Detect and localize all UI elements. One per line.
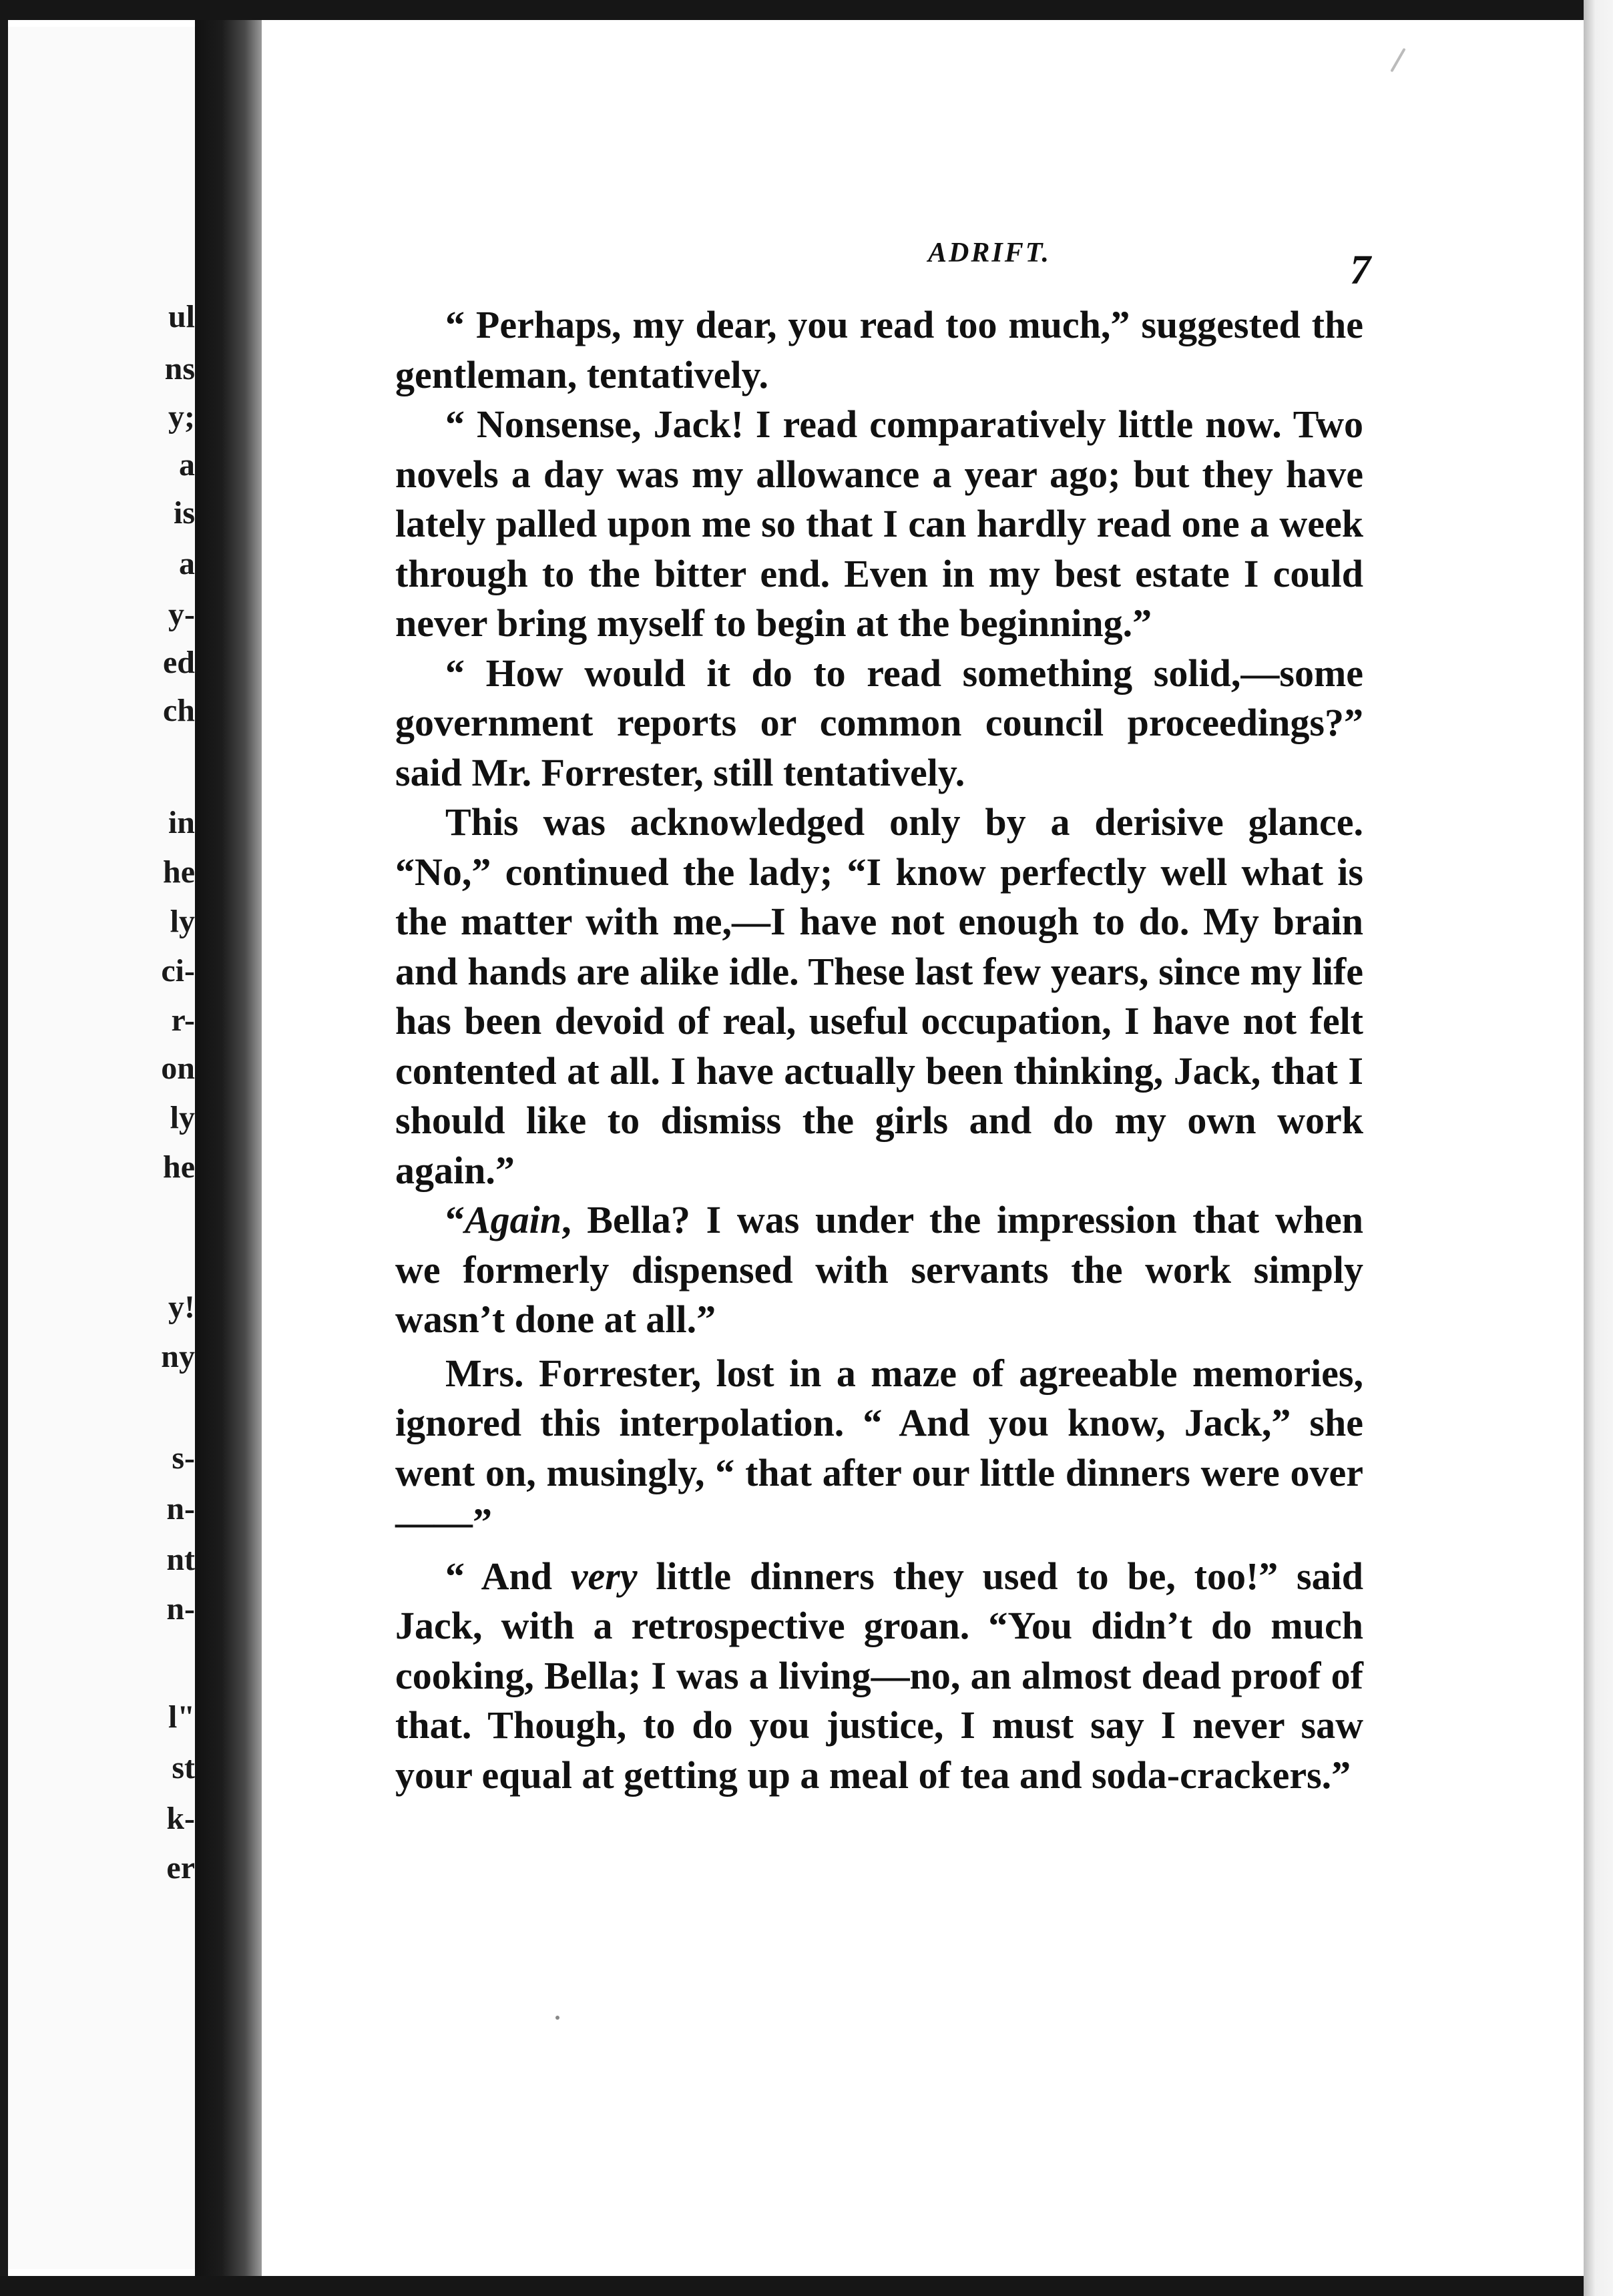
facing-page-fragment: ly [170,904,195,939]
facing-page-fragment: ly [170,1100,195,1135]
italic-word: very [570,1554,638,1598]
book-spine-shadow [195,0,262,2296]
paragraph-text: “ And [445,1554,571,1598]
facing-page-fragment: on [161,1051,195,1086]
facing-page-fragment: ns [164,351,195,386]
paragraph-text: , Bella? I was under the impression that when we formerly dispensed with servants the work simply wasn’t done at all.” [395,1198,1363,1341]
facing-page-fragment: k- [166,1801,195,1836]
scan-frame-top [0,0,1613,20]
facing-page-fragment: n- [166,1491,195,1526]
paragraph: Mrs. Forrester, lost in a maze of agreeable memories, ignored this interpolation. “ And you know, Jack,” she went on, musingly, “ that after our little dinners were over——” [395,1351,1363,1544]
facing-page-fragment: y! [168,1289,195,1325]
facing-page-fragment: l" [168,1699,195,1735]
scan-speck [555,2016,559,2020]
scan-frame-left [0,0,8,2296]
paragraph [395,1552,1363,1801]
facing-page-fragment: ul [168,299,195,334]
body-text [395,300,1363,1800]
facing-page-fragment: ch [163,693,195,728]
facing-page-fragment: he [163,1149,195,1185]
paragraph: “ Perhaps, my dear, you read too much,” suggested the gentleman, tentatively. [395,303,1363,396]
facing-page-fragment: y- [168,597,195,632]
facing-page-fragment: s- [172,1440,195,1476]
italic-word: Again [465,1198,562,1241]
facing-page-fragment: nt [166,1542,195,1577]
page-number: 7 [1350,248,1371,293]
paragraph: This was acknowledged only by a derisive glance. “No,” continued the lady; “I know perfectly well what is the matter with me,—I have not enough to do. My brain and hands are alike idle. These last few years, since my life has been devoid of real, useful occupation, I have not felt contented at all. I have actually been thinking, Jack, that I should like to dismiss the girls and do my own work again.” [395,800,1363,1192]
facing-page-fragment: r- [171,1002,195,1038]
facing-page-fragment: a [179,447,195,483]
facing-page-fragment: is [173,495,195,531]
paragraph: “ Nonsense, Jack! I read comparatively little now. Two novels a day was my allowance a year ago; but they have lately palled upon me so that I can hardly read one a week through to the bitter end. Even in my best estate I could never bring myself to begin at the beginning.” [395,402,1363,645]
facing-page-fragment: n- [166,1591,195,1627]
facing-page-fragment: he [163,854,195,890]
running-head: ADRIFT. [927,238,1052,268]
paragraph-text: little dinners they used to be, too!” said Jack, with a retrospective groan. “You didn’t do much cooking, Bella; I was a living—no, an almost dead proof of that. Though, to do you justice, I must say I never saw your equal at getting up a meal of tea and soda-crackers.” [395,1554,1364,1797]
page-edge-right [1584,0,1613,2296]
facing-page-fragment: a [179,546,195,581]
facing-page-fragment: er [166,1850,195,1886]
facing-page-fragment: ed [163,645,195,680]
paragraph [395,1195,1363,1345]
book-page [262,20,1584,2276]
paragraph-text: “ [445,1198,465,1241]
scan-mark [1390,48,1405,73]
paragraph: “ How would it do to read something solid,—some government reports or common council proceedings?” said Mr. Forrester, still tentatively. [395,651,1363,794]
facing-page-fragment: y; [168,399,195,435]
facing-page-fragment: in [168,805,195,840]
facing-page-edge [8,27,195,2269]
facing-page-fragment: ny [161,1339,195,1374]
facing-page-fragment: ci- [161,953,195,988]
scan-frame-bottom [0,2276,1613,2296]
facing-page-fragment: st [172,1750,195,1785]
